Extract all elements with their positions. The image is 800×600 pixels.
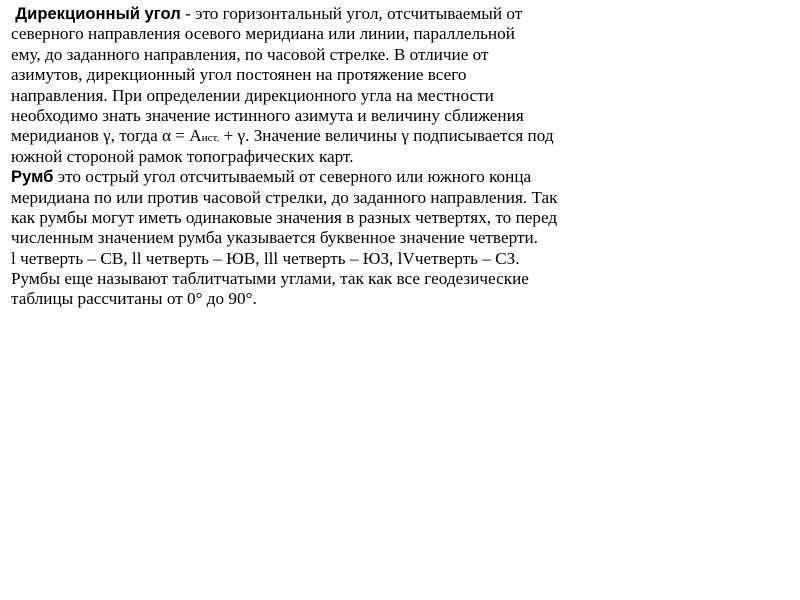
text-line: как румбы могут иметь одинаковые значения в разных четвертях, то перед xyxy=(11,207,558,227)
text-fragment: меридианов γ, тогда α = А xyxy=(11,126,202,146)
text-line xyxy=(11,167,781,187)
text-line: Румбы еще называют таблитчатыми углами, так как все геодезические xyxy=(11,269,529,289)
text-line: численным значением румба указывается буквенное значение четверти. xyxy=(11,228,538,248)
text-line: северного направления осевого меридиана или линии, параллельной xyxy=(11,24,515,44)
text-line: меридиана по или против часовой стрелки, до заданного направления. Так xyxy=(11,187,558,207)
subscript-true: ист. xyxy=(201,132,220,145)
text-fragment: это острый угол отсчитываемый от северного или южного конца xyxy=(53,167,532,187)
text-line: l четверть – СВ, ll четверть – ЮВ, lll четверть – ЮЗ, lVчетверть – СЗ. xyxy=(11,248,520,268)
text-line: необходимо знать значение истинного азимута и величину сближения xyxy=(11,105,524,125)
text-line: азимутов, дирекционный угол постоянен на протяжение всего xyxy=(11,65,467,85)
text-fragment: + γ. Значение величины γ подписывается под xyxy=(219,126,554,146)
text-line xyxy=(11,4,781,24)
text-fragment: - это горизонтальный угол, отсчитываемый от xyxy=(180,4,523,23)
text-line: южной стороной рамок топографических карт. xyxy=(11,146,354,166)
text-body xyxy=(11,4,781,310)
term-rhumb: Румб xyxy=(11,167,54,187)
text-line: направления. При определении дирекционного угла на местности xyxy=(11,85,494,105)
term-directional-angle: Дирекционный угол xyxy=(15,4,181,23)
text-line xyxy=(11,126,781,146)
text-line: таблицы рассчитаны от 0° до 90°. xyxy=(11,289,257,309)
text-line: ему, до заданного направления, по часовой стрелке. В отличие от xyxy=(11,44,489,64)
